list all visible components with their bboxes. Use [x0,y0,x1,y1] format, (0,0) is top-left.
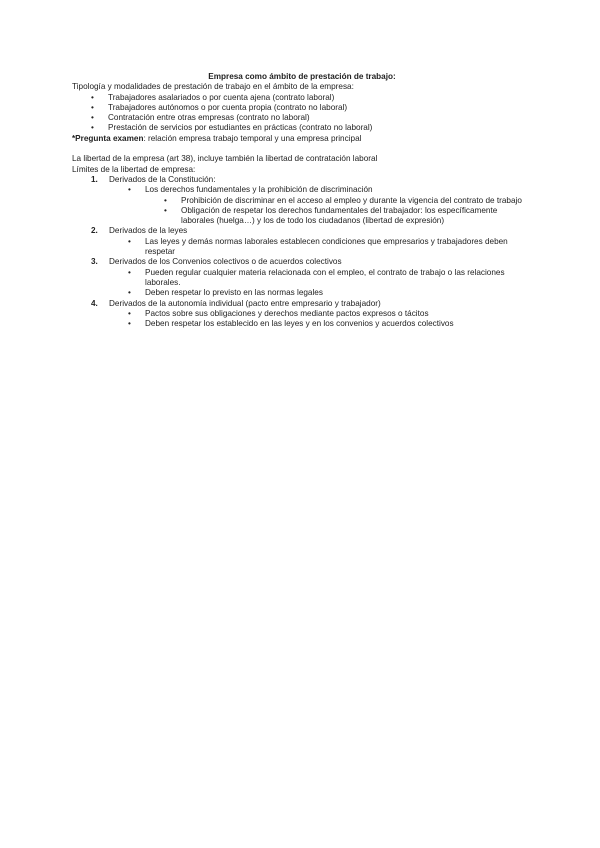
list-item [128,308,532,319]
bullet-icon: • [164,195,167,205]
list-item: • Trabajadores asalariados o por cuenta ajena (contrato laboral) [72,93,532,103]
item-text: Pueden regular cualquier materia relacionada con el empleo, el contrato de trabajo o las relaciones laborales. [145,267,505,287]
bullet-icon: • [128,288,131,298]
modalidades-list [72,93,532,134]
item-text: Los derechos fundamentales y la prohibición de discriminación [145,185,373,195]
item-number: 1. [91,174,98,184]
list-item: • Prestación de servicios por estudiantes en prácticas (contrato no laboral) [72,123,532,133]
subsublist [145,196,532,227]
list-item [128,267,532,289]
list-item [128,236,532,258]
limite-label: Derivados de la Constitución: [109,174,216,184]
spacer [72,144,532,154]
limite-item-4 [72,299,532,330]
intro-text: Tipología y modalidades de prestación de trabajo en el ámbito de la empresa: [72,82,354,92]
bullet-icon: • [128,267,131,277]
list-item [164,205,532,227]
item-text: Las leyes y demás normas laborales establecen condiciones que empresarios y trabajadores deben respetar [145,236,508,257]
bullet-icon: • [128,236,131,246]
item-text: Deben respetar los establecido en las leyes y en los convenios y acuerdos colectivos [145,319,454,329]
document-title: Empresa como ámbito de prestación de trabajo: [208,72,396,81]
limite-label: Derivados de los Convenios colectivos o de acuerdos colectivos [109,257,342,267]
sublist [109,268,532,299]
exam-text: : relación empresa trabajo temporal y una empresa principal [143,133,362,143]
limite-item-2 [72,226,532,257]
libertad-text: La libertad de la empresa (art 38), incluye también la libertad de contratación laboral [72,154,378,164]
exam-label: *Pregunta examen [72,133,144,143]
sublist [109,185,532,226]
limites-title: Límites de la libertad de empresa: [72,164,196,174]
item-text: Pactos sobre sus obligaciones y derechos mediante pactos expresos o tácitos [145,308,429,318]
list-item [128,288,532,298]
limite-item-1 [72,175,532,226]
limite-item-3 [72,257,532,298]
sublist [109,237,532,258]
bullet-icon: • [128,308,131,318]
limite-label: Derivados de la autonomía individual (pacto entre empresario y trabajador) [109,298,381,308]
exam-note [72,134,532,144]
bullet-icon: • [128,319,131,329]
document-page [72,72,532,329]
bullet-icon: • [164,205,167,215]
list-item: • Contratación entre otras empresas (contrato no laboral) [72,113,532,123]
item-text: Deben respetar lo previsto en las normas legales [145,288,323,298]
item-number: 4. [91,298,98,308]
bullet-icon: • [128,185,131,195]
limites-list [72,175,532,329]
list-item [164,195,532,206]
limite-label: Derivados de la leyes [109,226,188,236]
list-item [128,185,532,226]
item-text: Obligación de respetar los derechos fundamentales del trabajador: los específicamente laborales (huelga…) y los de todo los ciudadanos (libertad de expresión) [181,205,498,226]
sublist [109,309,532,330]
list-item: • Trabajadores autónomos o por cuenta propia (contrato no laboral) [72,103,532,113]
list-item [128,319,532,329]
item-number: 3. [91,257,98,267]
item-number: 2. [91,226,98,236]
item-text: Prohibición de discriminar en el acceso al empleo y durante la vigencia del contrato de trabajo [181,195,522,205]
